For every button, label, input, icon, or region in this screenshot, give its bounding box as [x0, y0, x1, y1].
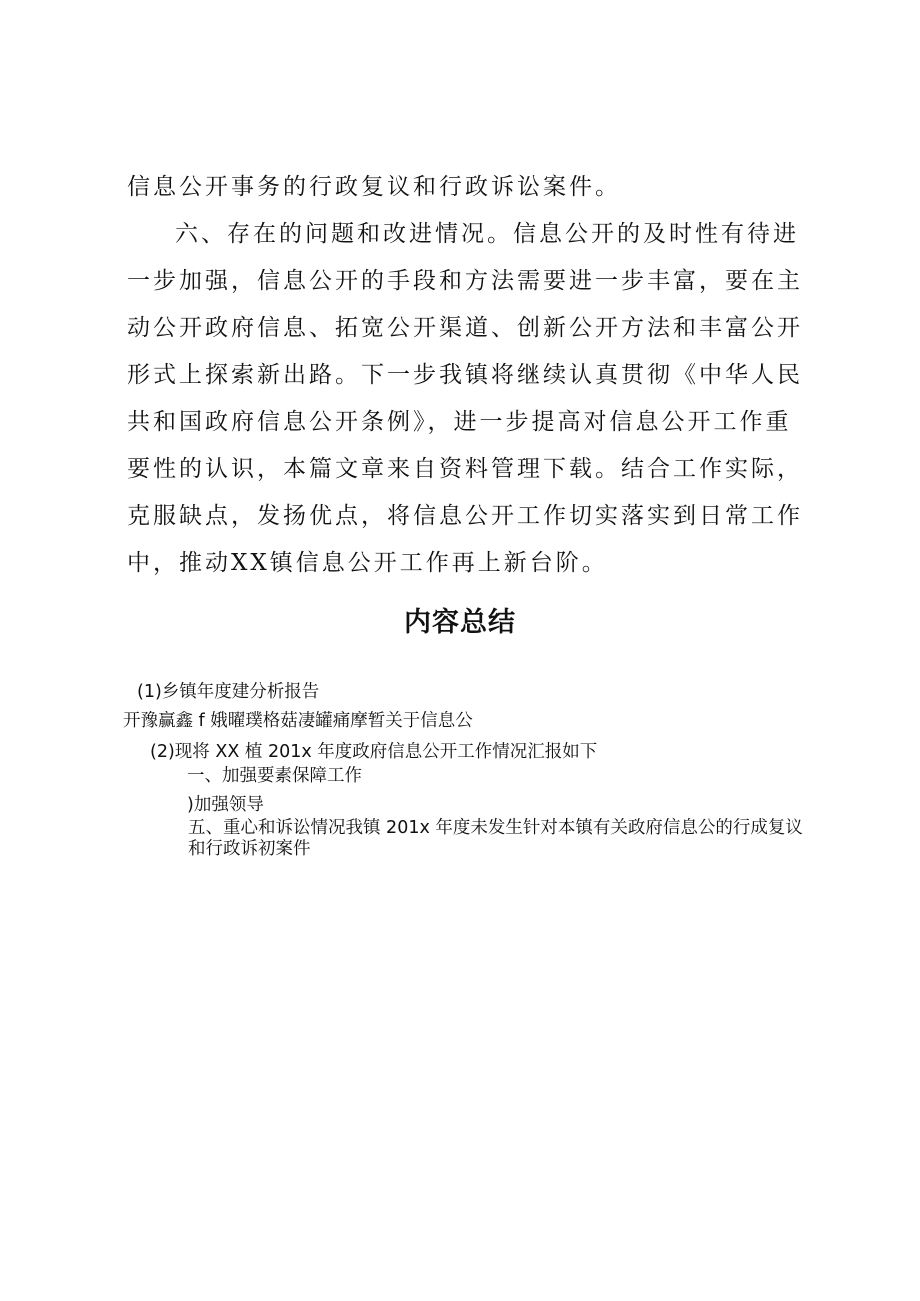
summary-line-4: 一、加强要素保障工作	[187, 766, 362, 786]
body-paragraph-1: 信息公开事务的行政复议和行政诉讼案件。	[127, 174, 621, 200]
body-paragraph-2: 六、存在的问题和改进情况。信息公开的及时性有待进一步加强，信息公开的手段和方法需要进一步丰富，要在主动公开政府信息、拓宽公开渠道、创新公开方法和丰富公开形式上探索新出路。下一步我镇将继续认真贯彻《中华人民共和国政府信息公开条例》，进一步提高对信息公开工作重要性的认识，本篇文章来自资料管理下载。结合工作实际，克服缺点，发扬优点，将信息公开工作切实落实到日常工作中，推动XX镇信息公开工作再上新台阶。	[127, 221, 803, 576]
summary-title: 内容总结	[404, 607, 516, 638]
summary-line-1: (1)乡镇年度建分析报告	[137, 682, 320, 702]
summary-line-3: (2)现将 XX 植 201x 年度政府信息公开工作情况汇报如下	[150, 742, 598, 762]
summary-line-6: 五、重心和诉讼情况我镇 201x 年度未发生针对本镇有关政府信息公的行成复议和行政诉初案件	[188, 818, 803, 859]
summary-line-5: )加强领导	[187, 795, 264, 815]
summary-line-2: 开豫赢鑫 f 娥曜璞格菇凄罐痛摩暂关于信息公	[123, 711, 473, 731]
